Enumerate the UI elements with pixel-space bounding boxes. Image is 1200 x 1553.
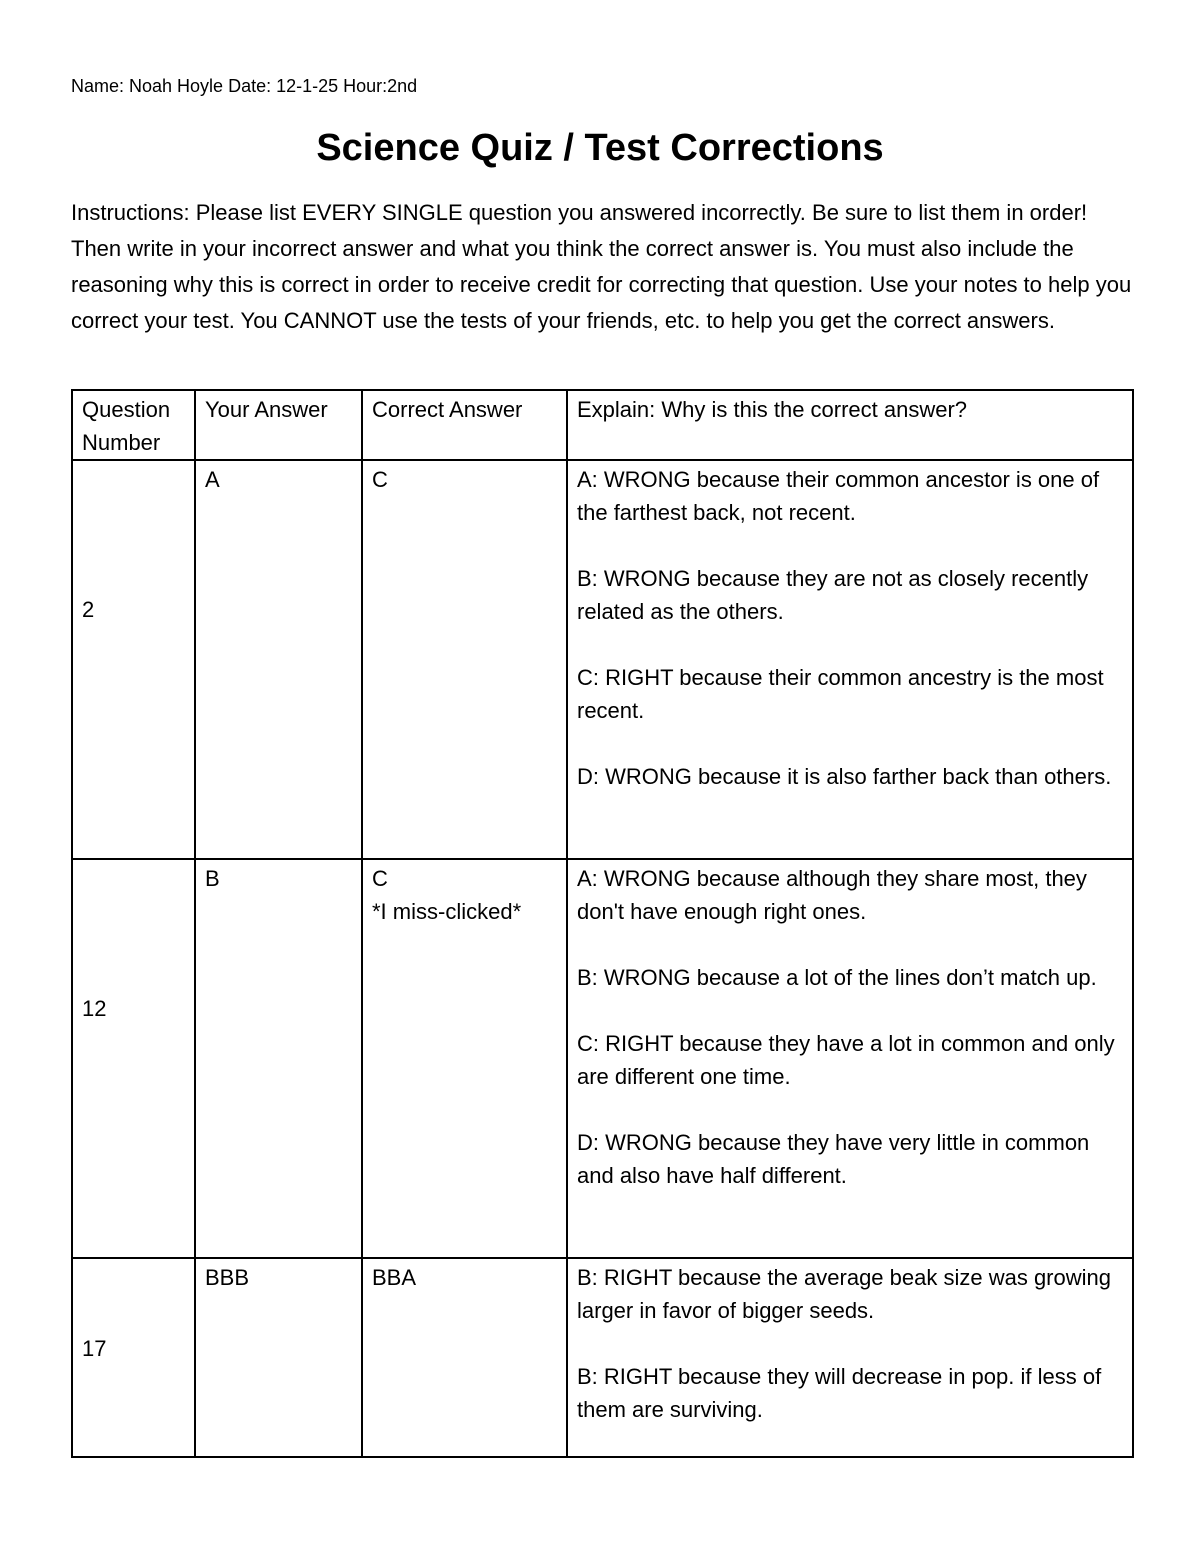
table-header-row: [72, 390, 1133, 460]
header-your-answer: Your Answer: [195, 390, 362, 460]
question-number-cell: [72, 859, 195, 1258]
student-info-line: Name: Noah Hoyle Date: 12-1-25 Hour:2nd: [71, 76, 418, 96]
explanation-line: C: RIGHT because their common ancestry is the most recent.: [577, 665, 1104, 723]
table-row: [72, 460, 1133, 859]
explanation-cell: [567, 460, 1133, 859]
your-answer-cell: B: [195, 859, 362, 1258]
page-title: Science Quiz / Test Corrections: [316, 127, 884, 169]
explanation-line: B: WRONG because they are not as closely recently related as the others.: [577, 566, 1089, 624]
explanation-cell: [567, 859, 1133, 1258]
table-row: [72, 1258, 1133, 1457]
header-correct-answer: Correct Answer: [362, 390, 567, 460]
explanation-line: B: RIGHT because the average beak size was growing larger in favor of bigger seeds.: [577, 1265, 1111, 1323]
explanation-line: A: WRONG because although they share most, they don't have enough right ones.: [577, 866, 1087, 924]
your-answer-cell: BBB: [195, 1258, 362, 1457]
your-answer-cell: A: [195, 460, 362, 859]
explanation-line: C: RIGHT because they have a lot in common and only are different one time.: [577, 1031, 1115, 1089]
correct-answer-note: *I miss-clicked*: [372, 899, 522, 924]
correct-answer-cell: BBA: [362, 1258, 567, 1457]
correct-answer-cell: [362, 859, 567, 1258]
explanation-line: B: WRONG because a lot of the lines don’t match up.: [577, 965, 1097, 990]
explanation-line: A: WRONG because their common ancestor is one of the farthest back, not recent.: [577, 467, 1100, 525]
instructions-paragraph: Instructions: Please list EVERY SINGLE question you answered incorrectly. Be sure to list them in order! Then write in your incorrect answer and what you think the correct answer is. You must also include the reasoning why this is correct in order to receive credit for correcting that question. Use your notes to help you correct your test. You CANNOT use the tests of your friends, etc. to help you get the correct answers.: [71, 200, 1132, 333]
question-number-cell: [72, 460, 195, 859]
table-row: [72, 859, 1133, 1258]
explanation-line: D: WRONG because they have very little in common and also have half different.: [577, 1130, 1090, 1188]
correct-answer-cell: C: [362, 460, 567, 859]
explanation-line: D: WRONG because it is also farther back than others.: [577, 764, 1112, 789]
header-question-number: Question Number: [72, 390, 195, 460]
header-explain: Explain: Why is this the correct answer?: [567, 390, 1133, 460]
correct-answer: C: [372, 866, 388, 891]
question-number: 2: [82, 596, 95, 622]
question-number-cell: [72, 1258, 195, 1457]
explanation-cell: [567, 1258, 1133, 1457]
question-number: 17: [82, 1336, 107, 1361]
explanation-line: B: RIGHT because they will decrease in pop. if less of them are surviving.: [577, 1364, 1102, 1422]
question-number: 12: [82, 995, 107, 1021]
corrections-table: [71, 389, 1134, 1458]
